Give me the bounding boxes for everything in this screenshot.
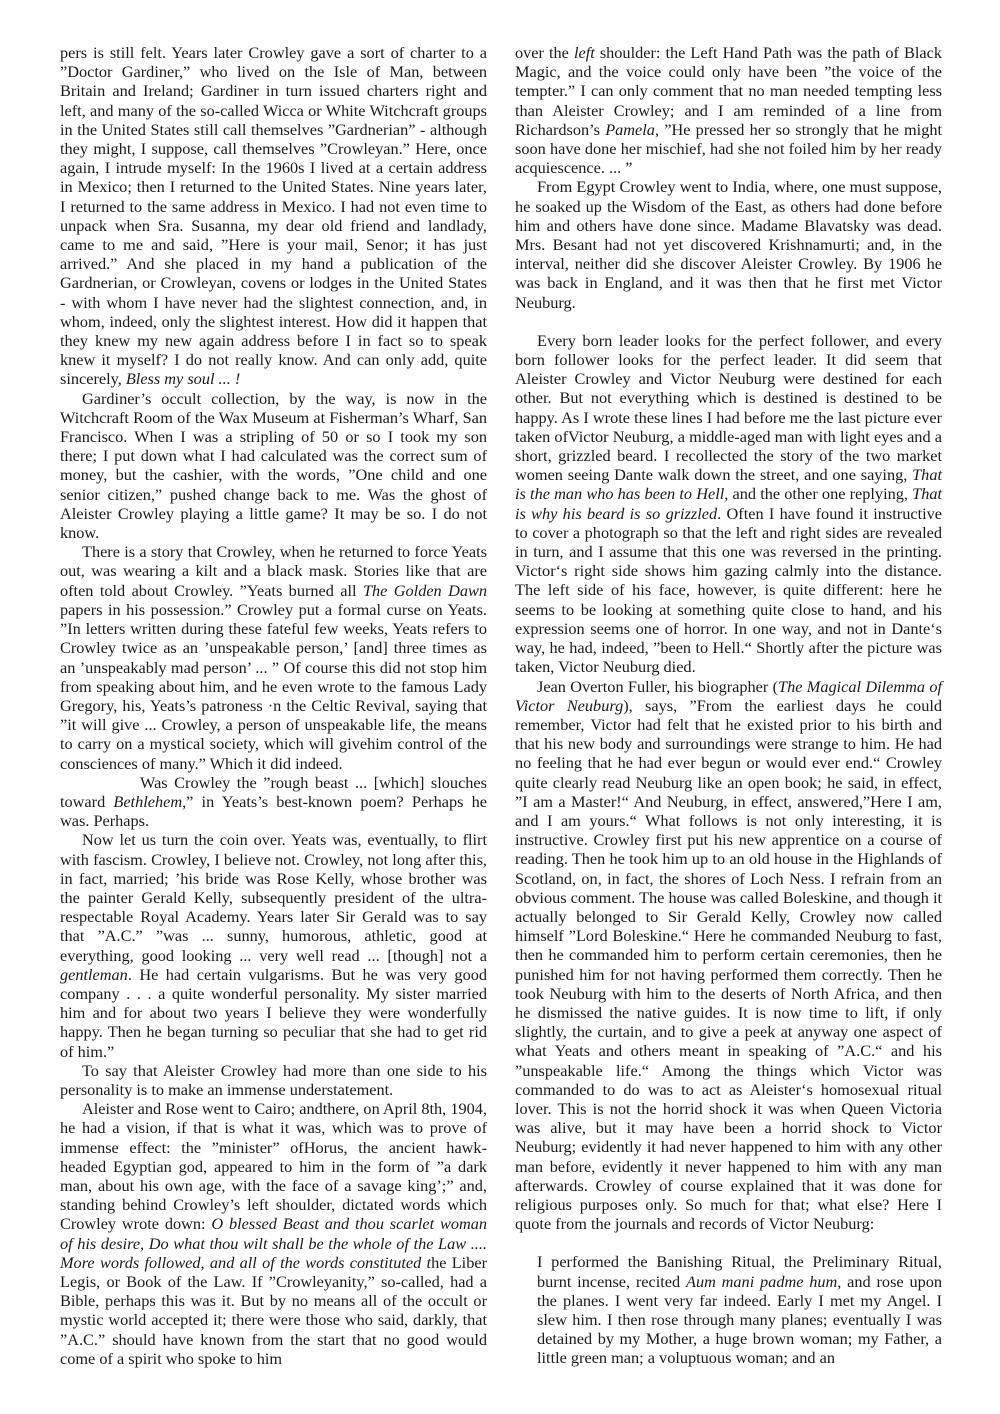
text-run: papers in his possession.” Crowley put a formal curse on Yeats. ”In letters written during these fateful few weeks, Yeats refers to Crowley twice as an ’unspeakable person,’ [and] three times as an ’unspeakably mad person’ ... ” Of course this did not stop him from speaking about him, and he even wrote to the famous Lady Gregory, his, Yeats’s patroness ·n the Celtic Revival, saying that ”it will give ... Crowley, a person of unspeakable life, the means to carry on a mystical society, which will givehim control of the consciences of many.” Which it did indeed.: [60, 599, 487, 773]
italic-text: Bethlehem: [113, 791, 183, 811]
text-run: Now let us turn the coin over. Yeats was, eventually, to flirt with fascism. Crowley, I believe not. Crowley, not long after this, in fact, married; ’his bride was Rose Kelly, whose brother was the painter Gerald Kelly, subsequently president of the ultra-respectable Royal Academy. Years later Sir Gerald was to say that ”A.C.” ”was ... sunny, humorous, athletic, good at everything, good looking ... very well read ... [though] not a: [60, 830, 487, 965]
text-run: Jean Overton Fuller, his biographer (: [537, 676, 779, 696]
italic-text: O blessed Beast and thou scarlet woman of his desire, Do what thou wilt shall be the whole of the Law .... More words followed, and all of the words constituted t: [60, 1214, 487, 1272]
text-run: To say that Aleister Crowley had more than one side to his personality is to make an immense understatement.: [60, 1060, 487, 1099]
paragraph: [60, 542, 487, 772]
italic-text: gentleman: [60, 964, 128, 984]
text-run: Was Crowley the ”rough beast ... [which] slouches toward: [60, 772, 487, 811]
italic-text: Aum mani padme hum: [686, 1271, 838, 1291]
text-run: From Egypt Crowley went to India, where, one must suppose, he soaked up the Wisdom of the East, as others had done before him and others have done since. Madame Blavatsky was dead. Mrs. Besant had not yet discovered Krishnamurti; and, in the interval, neither did she discover Aleister Crowley. By 1906 he was back in England, and it was then that he first met Victor Neuburg.: [515, 177, 942, 312]
italic-text: The Golden Dawn: [362, 580, 487, 600]
italic-text: That is the man who has been to Hell,: [515, 465, 942, 504]
italic-text: left: [573, 43, 595, 62]
text-run: There is a story that Crowley, when he returned to force Yeats out, was wearing a kilt and a black mask. Stories like that are often told about Crowley. ”Yeats burned all: [60, 542, 487, 600]
text-run: he Liber Legis, or Book of the Law. If ”Crowleyanity,” so-called, had a Bible, perhaps this was it. But by no means all of the occult or mystic world accepted it; there were those who said, darkly, that ”A.C.” should have known from the start that no good would come of a spirit who spoke to him: [60, 1252, 487, 1368]
italic-text: That is why his beard is so grizzled: [515, 484, 943, 523]
paragraph: [515, 677, 942, 1234]
text-run: and the other one replying,: [728, 484, 913, 504]
text-run: Gardiner’s occult collection, by the way, is now in the Witchcraft Room of the Wax Museum at Fisherman’s Wharf, San Francisco. When I was a stripling of 50 or so I took my son there; I put down what I had calculated was the correct sum of money, but the cashier, with the words, ”One child and one senior citizen,” pushed change back to me. Was the ghost of Aleister Crowley playing a little game? It may be so. I do not know.: [60, 388, 487, 543]
text-run: Aleister and Rose went to Cairo; andthere, on April 8th, 1904, he had a vision, if that is what it was, which was to prove of immense effect: the ”minister” ofHorus, the ancient hawk-headed Egyptian god, appeared to him in the form of ”a dark man, about his own age, with the face of a savage king’;” and, standing behind Crowley’s left shoulder, dictated words which Crowley wrote down:: [60, 1099, 487, 1234]
text-run: . He had certain vulgarisms. But he was very good company . . . a quite wonderful personality. My sister married him and for about two years I believe they were wonderfully happy. Then he began turning so peculiar that she had to get rid of him.”: [60, 964, 487, 1061]
paragraph: [60, 389, 487, 543]
text-run: pers is still felt. Years later Crowley gave a sort of charter to a ”Doctor Gardiner,” who lived on the Isle of Man, between Britain and Ireland; Gardiner in turn issued charters right and left, and many of the so-called Wicca or White Witchcraft groups in the United States still call themselves ”Gardnerian” - although they might, I suppose, call themselves ”Crowleyan.” Here, once again, I intrude myself: In the 1960s I lived at a certain address in Mexico; then I returned to the United States. Nine years later, I returned to the same address in Mexico. I had not even time to unpack when Sra. Susanna, my dear old friend and landlady, came to me and said, ”Here is your mail, Senor; it has just arrived.” And she placed in my hand a publication of the Gardnerian, or Crowleyan, covens or lodges in the United States - with whom I have never had the slightest connection, and, in whom, indeed, only the slightest interest. How did it happen that they knew my new again address before I in fact so to speak knew it myself? I do not really know. And can only add, quite sincerely,: [60, 43, 487, 389]
text-run: , and rose upon the planes. I went very far indeed. Early I met my Angel. I slew him. I then rose through many planes; eventually I was detained by my Mother, a huge brown woman; my Father, a little green man; a voluptuous woman; and an: [537, 1271, 943, 1368]
italic-text: Pamela: [605, 119, 655, 139]
text-run: . Often I have found it instructive to cover a photograph so that the left and right sides are revealed in turn, and I assume that this one was reversed in the printing. Victor‘s right side shows him gazing calmly into the distance. The left side of his face, however, is quite different: here he seems to be looking at something quite close to hand, and his expression seems one of horror. In one way, and not in Dante‘s way, he had, indeed, ”been to Hell.“ Shortly after the picture was taken, Victor Neuburg died.: [515, 503, 942, 677]
left-column: [60, 43, 487, 1368]
text-run: ,” in Yeats’s best-known poem? Perhaps he was. Perhaps.: [60, 791, 487, 831]
paragraph: [60, 43, 487, 389]
paragraph: [515, 331, 942, 677]
paragraph: [515, 177, 942, 311]
text-run: , ”He pressed her so strongly that he might soon have done her mischief, had she not foiled him by her ready acquiescence. ... ”: [515, 119, 943, 178]
paragraph: [515, 43, 942, 177]
paragraph: [60, 773, 487, 831]
right-column: [515, 43, 942, 1368]
italic-text: Bless my soul ... !: [125, 369, 241, 389]
paragraph: [60, 830, 487, 1060]
text-run: Every born leader looks for the perfect follower, and every born follower looks for the perfect leader. It did seem that Aleister Crowley and Victor Neuburg were destined for each other. But not everything which is destined is destined to be happy. As I wrote these lines I had before me the last picture ever taken ofVictor Neuburg, a middle-aged man with light eyes and a short, grizzled beard. I recollected the story of the two market women seeing Dante walk down the street, and one saying,: [515, 330, 942, 485]
text-run: over the: [515, 43, 574, 62]
block-quote: [537, 1252, 942, 1367]
text-run: I performed the Banishing Ritual, the Preliminary Ritual, burnt incense, recited: [537, 1252, 942, 1291]
paragraph: [60, 1061, 487, 1099]
italic-text: The Magical Dilemma of Victor Neuburg: [515, 676, 943, 715]
text-run: shoulder: the Left Hand Path was the path of Black Magic, and the voice could only have been ”the voice of the tempter.” I can only comment that no man needed tempting less than Aleister Crowley; and I am reminded of a line from Richardson’s: [515, 43, 942, 139]
text-run: ), says, ”From the earliest days he could remember, Victor had felt that he existed prior to his birth and that his new body and surroundings were strange to him. He had no feeling that he had ever begun or would ever end.“ Crowley quite clearly read Neuburg like an open book; he said, in effect, ”I am a Master!“ And Neuburg, in effect, answered,”Here I am, and I am yours.“ What follows is not only interesting, it is instructive. Crowley first put his new apprentice on a course of reading. Then he took him up to an old house in the Highlands of Scotland, on, in fact, the shores of Loch Ness. I refrain from an obvious comment. The house was called Boleskine, and though it actually belonged to Sir Gerald Kelly, Crowley now called himself ”Lord Boleskine.“ Here he commanded Neuburg to fast, then he commanded him to perform certain ceremonies, then he punished him for not having performed them correctly. Then he took Neuburg with him to the deserts of North Africa, and then he dismissed the native guides. It is now time to lift, if only slightly, the curtain, and to give a peek at anyway one aspect of what Yeats and others meant in speaking of ”A.C.“ and his ”unspeakable life.“ Among the things which Victor was commanded to do was to act as Aleister‘s homosexual ritual lover. This is not the horrid shock it was when Queen Victoria was alive, but it may have been a horrid shock to Victor Neuburg; evidently it had never happened to him with any other man before, evidently it never happened to him with any man afterwards. Crowley of course explained that it was done for religious purposes only. So much for that; what else? Here I quote from the journals and records of Victor Neuburg:: [515, 695, 943, 1234]
paragraph: [60, 1099, 487, 1368]
